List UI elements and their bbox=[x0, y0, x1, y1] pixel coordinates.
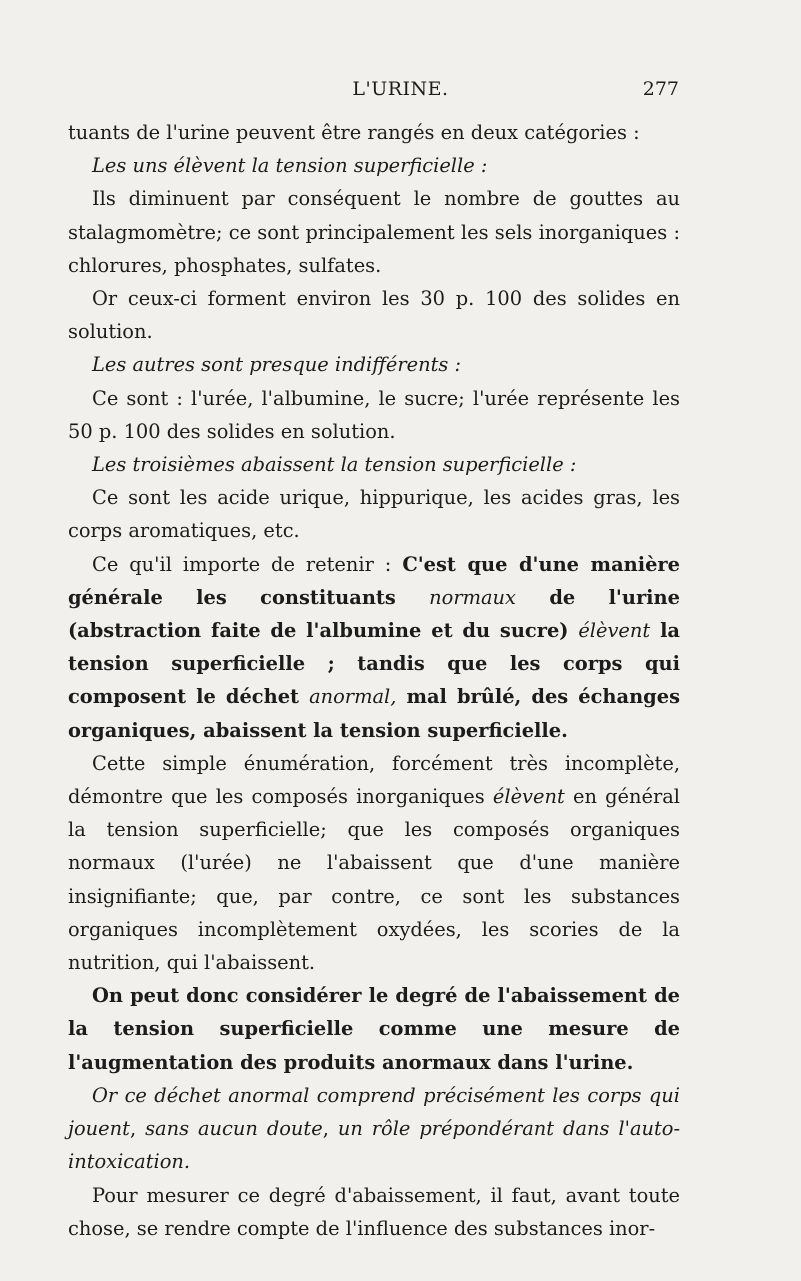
p12-italic-1: Or ce déchet anormal comprend précisément les corps qui jouent bbox=[68, 1083, 680, 1141]
p12-comma-1: , bbox=[129, 1117, 146, 1141]
p12-italic-2: sans aucun doute bbox=[145, 1117, 323, 1141]
p9-bold-3: la tension superficielle ; tandis que les corps qui composent le déchet bbox=[68, 619, 680, 709]
p10-text-2: en général la tension superficielle; que les composés organiques normaux (l'urée) ne l'abaissent que d'une manière insignifiante; que, par contre, ce sont les substances organiques incomplètement oxydées, les scories de la nutrition, qui l'abaissent. bbox=[68, 785, 680, 975]
p10-text-1: Cette simple énumération, forcément très incomplète, démontre que les composés inorganiques bbox=[68, 751, 680, 809]
heading-category-1: Les uns élèvent la tension superficielle : bbox=[92, 154, 488, 178]
paragraph-10 bbox=[68, 747, 680, 979]
paragraph-4: Or ceux-ci forment environ les 30 p. 100 des solides en solution. bbox=[68, 287, 680, 344]
paragraph-3: Ils diminuent par conséquent le nombre de gouttes au stalagmomètre; ce sont principalement les sels inorganiques : chlorures, phosphates, sulfates. bbox=[68, 187, 680, 277]
paragraph-11: On peut donc considérer le degré de l'abaissement de la tension superficielle comme une mesure de l'augmentation des produits anormaux dans l'urine. bbox=[68, 984, 680, 1074]
paragraph-6: Ce sont : l'urée, l'albumine, le sucre; l'urée représente les 50 p. 100 des solides en solution. bbox=[68, 386, 680, 443]
page-number: 277 bbox=[642, 78, 679, 100]
p9-italic-3: anormal, bbox=[309, 685, 397, 709]
paragraph-9 bbox=[68, 548, 680, 747]
paragraph-12 bbox=[68, 1079, 680, 1179]
running-header bbox=[0, 78, 801, 108]
p9-italic-2: élèvent bbox=[578, 619, 651, 643]
page-body bbox=[68, 116, 680, 1245]
p9-bold-2: de l'urine (abstraction faite de l'albumine et du sucre) bbox=[68, 585, 680, 643]
heading-category-2: Les autres sont presque indifférents : bbox=[92, 353, 462, 377]
paragraph-1: tuants de l'urine peuvent être rangés en deux catégories : bbox=[68, 121, 640, 144]
p9-bold-4: mal brûlé, des échanges organiques, abaissent la tension superficielle. bbox=[68, 685, 680, 742]
p12-comma-2: , bbox=[322, 1117, 338, 1141]
paragraph-13: Pour mesurer ce degré d'abaissement, il faut, avant toute chose, se rendre compte de l'influence des substances inor- bbox=[68, 1183, 680, 1240]
p9-italic-1: normaux bbox=[429, 585, 516, 609]
p9-intro: Ce qu'il importe de retenir : bbox=[92, 552, 403, 576]
running-title: L'URINE. bbox=[352, 78, 449, 100]
paragraph-8: Ce sont les acide urique, hippurique, les acides gras, les corps aromatiques, etc. bbox=[68, 486, 680, 543]
p10-italic: élèvent bbox=[492, 785, 565, 809]
p9-bold-1: C'est que d'une manière générale les constituants bbox=[68, 552, 680, 609]
heading-category-3: Les troisièmes abaissent la tension superficielle : bbox=[92, 453, 577, 477]
p12-italic-3: un rôle prépondérant dans l'auto-intoxication. bbox=[68, 1117, 681, 1174]
